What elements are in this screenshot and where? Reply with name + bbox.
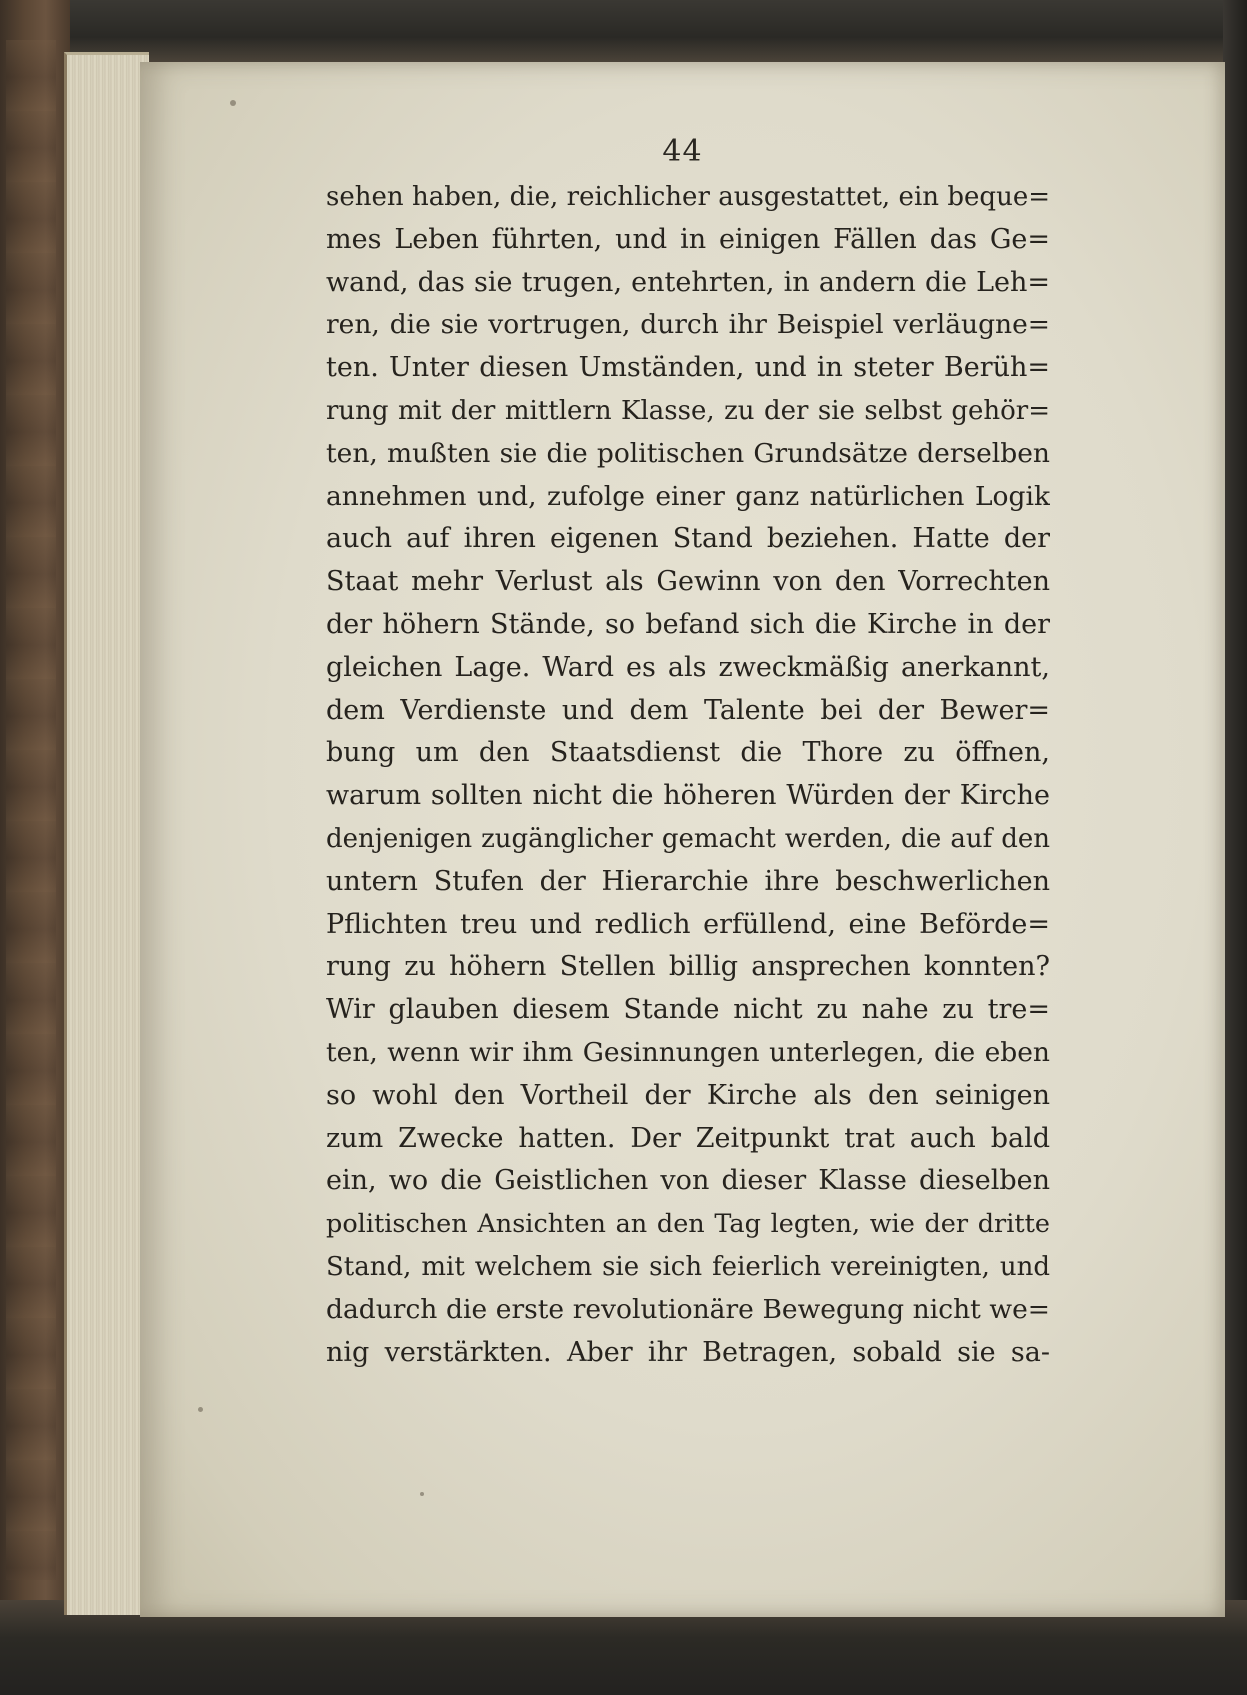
page-stack-edges — [64, 52, 149, 1615]
text-line: wand, das sie trugen, entehrten, in andern die Leh= — [326, 266, 1050, 298]
text-line: Pflichten treu und redlich erfüllend, eine Beförde= — [326, 908, 1050, 940]
text-line: dadurch die erste revolutionäre Bewegung nicht we= — [326, 1293, 1050, 1325]
book-spine-leather — [0, 0, 70, 1695]
text-line: warum sollten nicht die höheren Würden der Kirche — [326, 780, 1050, 812]
book-cover-right — [1223, 0, 1247, 1695]
body-text — [326, 176, 1050, 1374]
text-line: Stand, mit welchem sie sich feierlich vereinigten, und — [326, 1251, 1050, 1282]
paper-speck — [198, 1407, 203, 1412]
text-line: untern Stufen der Hierarchie ihre beschwerlichen — [326, 865, 1050, 897]
book-cover-top — [0, 0, 1247, 62]
text-line: nig verstärkten. Aber ihr Betragen, sobald sie sa- — [326, 1336, 1050, 1368]
text-line: ten, wenn wir ihm Gesinnungen unterlegen, die eben — [326, 1036, 1050, 1068]
text-line: ein, wo die Geistlichen von dieser Klasse dieselben — [326, 1165, 1050, 1197]
text-line: dem Verdienste und dem Talente bei der Bewer= — [326, 694, 1050, 726]
text-line: denjenigen zugänglicher gemacht werden, die auf den — [326, 823, 1050, 854]
text-line: ren, die sie vortrugen, durch ihr Beispiel verläugne= — [326, 309, 1050, 341]
text-line: sehen haben, die, reichlicher ausgestattet, ein beque= — [326, 182, 1050, 212]
text-line: ten. Unter diesen Umständen, und in steter Berüh= — [326, 352, 1050, 384]
text-line: mes Leben führten, und in einigen Fällen das Ge= — [326, 223, 1050, 255]
book-page — [140, 62, 1225, 1617]
leather-wear-texture — [6, 40, 56, 1580]
page-number: 44 — [662, 134, 703, 169]
text-line: ten, mußten sie die politischen Grundsätze derselben — [326, 437, 1050, 469]
text-line: politischen Ansichten an den Tag legten, wie der dritte — [326, 1209, 1050, 1240]
text-line: rung zu höhern Stellen billig ansprechen konnten? — [326, 951, 1050, 983]
text-line: rung mit der mittlern Klasse, zu der sie selbst gehör= — [326, 395, 1050, 426]
text-line: annehmen und, zufolge einer ganz natürlichen Logik — [326, 480, 1050, 512]
text-line: der höhern Stände, so befand sich die Kirche in der — [326, 608, 1050, 640]
text-line: gleichen Lage. Ward es als zweckmäßig anerkannt, — [326, 651, 1050, 683]
text-line: zum Zwecke hatten. Der Zeitpunkt trat auch bald — [326, 1122, 1050, 1154]
text-line: auch auf ihren eigenen Stand beziehen. Hatte der — [326, 523, 1050, 555]
text-line: so wohl den Vortheil der Kirche als den seinigen — [326, 1079, 1050, 1111]
paper-speck — [420, 1492, 424, 1496]
text-line: Staat mehr Verlust als Gewinn von den Vorrechten — [326, 566, 1050, 598]
text-line: Wir glauben diesem Stande nicht zu nahe zu tre= — [326, 994, 1050, 1026]
text-line: bung um den Staatsdienst die Thore zu öffnen, — [326, 737, 1050, 769]
paper-speck — [230, 100, 236, 106]
